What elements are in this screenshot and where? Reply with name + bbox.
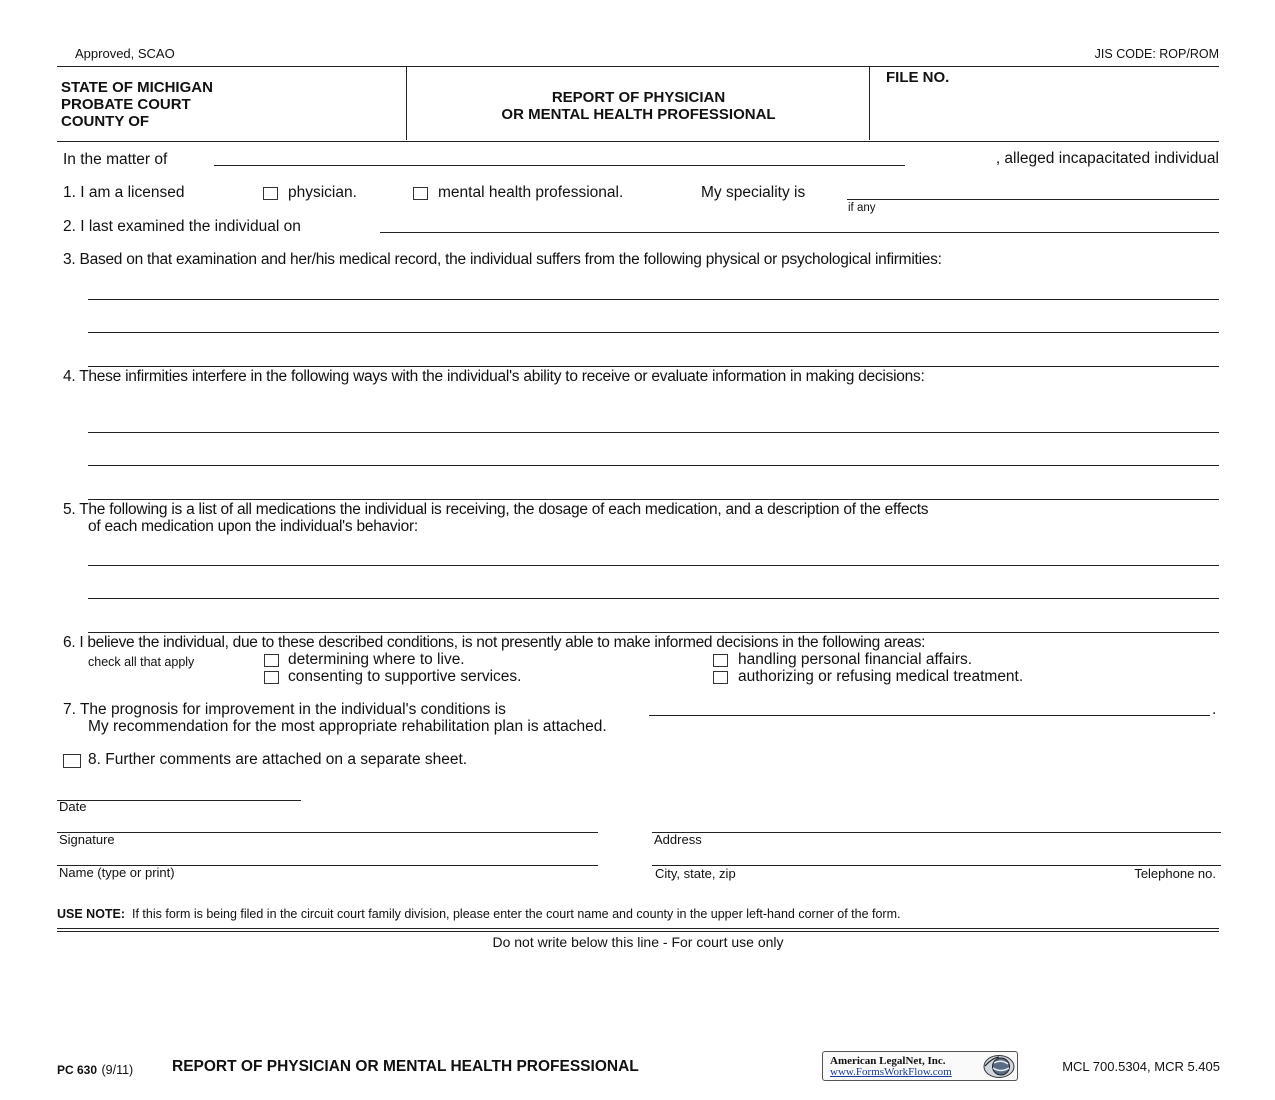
title-cell bbox=[407, 67, 870, 140]
court-cell bbox=[57, 67, 407, 140]
matter-prefix: In the matter of bbox=[63, 151, 168, 168]
if-any-label: if any bbox=[848, 202, 876, 214]
form-title-line2: OR MENTAL HEALTH PROFESSIONAL bbox=[501, 106, 776, 123]
physician-label: physician. bbox=[288, 184, 357, 201]
court-county: COUNTY OF bbox=[61, 113, 150, 130]
exam-date-field[interactable] bbox=[380, 232, 1219, 233]
divider-top bbox=[57, 928, 1219, 929]
address-field[interactable] bbox=[652, 832, 1221, 833]
financial-checkbox[interactable] bbox=[713, 654, 728, 667]
mhp-label: mental health professional. bbox=[438, 184, 624, 201]
form-revision: (9/11) bbox=[101, 1063, 134, 1077]
statute-reference: MCL 700.5304, MCR 5.405 bbox=[1062, 1059, 1220, 1074]
speciality-field[interactable] bbox=[847, 199, 1219, 200]
infirmities-line-2[interactable] bbox=[88, 332, 1219, 333]
item6-text: 6. I believe the individual, due to these described conditions, is not presently able to make informed decisions in the following areas: bbox=[63, 634, 926, 651]
court-state: STATE OF MICHIGAN bbox=[61, 79, 213, 96]
form-title-line1: REPORT OF PHYSICIAN bbox=[551, 89, 726, 106]
infirmities-line-1[interactable] bbox=[88, 299, 1219, 300]
item7-text-line2: My recommendation for the most appropriate rehabilitation plan is attached. bbox=[88, 718, 607, 735]
signature-label: Signature bbox=[59, 832, 115, 847]
footer-form-id bbox=[57, 1061, 133, 1079]
supportive-checkbox[interactable] bbox=[264, 671, 279, 684]
further-comments-checkbox[interactable] bbox=[63, 754, 81, 768]
item1-text: 1. I am a licensed bbox=[63, 184, 185, 201]
approved-label: Approved, SCAO bbox=[75, 46, 175, 61]
item5-text-line1: 5. The following is a list of all medications the individual is receiving, the dosage of each medication, and a description of the effects bbox=[63, 501, 929, 518]
medications-line-1[interactable] bbox=[88, 565, 1219, 566]
file-no-cell[interactable] bbox=[870, 67, 1219, 140]
prognosis-field[interactable] bbox=[649, 715, 1210, 716]
court-identification bbox=[61, 79, 213, 130]
item3-text: 3. Based on that examination and her/his medical record, the individual suffers from the following physical or psychological infirmities: bbox=[63, 251, 942, 268]
telephone-label: Telephone no. bbox=[1134, 866, 1216, 881]
medications-line-2[interactable] bbox=[88, 598, 1219, 599]
jis-code: JIS CODE: ROP/ROM bbox=[1094, 47, 1219, 61]
vendor-badge[interactable] bbox=[822, 1051, 1018, 1081]
vendor-name: American LegalNet, Inc. bbox=[830, 1055, 946, 1067]
physician-checkbox[interactable] bbox=[263, 187, 278, 200]
footer-title: REPORT OF PHYSICIAN OR MENTAL HEALTH PROFESSIONAL bbox=[172, 1058, 639, 1075]
use-note-text: If this form is being filed in the circuit court family division, please enter the court name and county in the upper left-hand corner of the form. bbox=[132, 907, 901, 921]
file-no-label: FILE NO. bbox=[886, 69, 950, 86]
medical-label: authorizing or refusing medical treatment. bbox=[738, 668, 1024, 685]
supportive-label: consenting to supportive services. bbox=[288, 668, 522, 685]
use-note-label: USE NOTE: bbox=[57, 907, 126, 921]
item2-text: 2. I last examined the individual on bbox=[63, 218, 301, 235]
item8-text: 8. Further comments are attached on a separate sheet. bbox=[88, 751, 468, 768]
medical-checkbox[interactable] bbox=[713, 671, 728, 684]
item4-text: 4. These infirmities interfere in the following ways with the individual's ability to receive or evaluate information in making decisions: bbox=[63, 368, 925, 385]
where-to-live-checkbox[interactable] bbox=[264, 654, 279, 667]
form-title bbox=[407, 89, 870, 123]
matter-suffix: , alleged incapacitated individual bbox=[995, 150, 1219, 167]
address-label: Address bbox=[654, 832, 702, 847]
signature-field[interactable] bbox=[57, 832, 598, 833]
court-use-label: Do not write below this line - For court use only bbox=[492, 934, 784, 950]
item7-text-line1: 7. The prognosis for improvement in the individual's conditions is bbox=[63, 701, 506, 718]
speciality-label: My speciality is bbox=[701, 184, 806, 201]
item5-text-line2: of each medication upon the individual's behavior: bbox=[88, 518, 418, 535]
check-all-label: check all that apply bbox=[88, 655, 195, 669]
use-note bbox=[57, 907, 900, 921]
where-to-live-label: determining where to live. bbox=[288, 651, 465, 668]
city-label: City, state, zip bbox=[655, 866, 736, 881]
mhp-checkbox[interactable] bbox=[413, 187, 428, 200]
globe-logo-icon bbox=[982, 1054, 1016, 1079]
interference-line-2[interactable] bbox=[88, 465, 1219, 466]
date-label: Date bbox=[59, 799, 87, 814]
divider-bottom bbox=[57, 931, 1219, 932]
interference-line-1[interactable] bbox=[88, 432, 1219, 433]
date-field[interactable] bbox=[57, 800, 301, 801]
form-number: PC 630 bbox=[57, 1063, 98, 1077]
interference-line-3[interactable] bbox=[88, 499, 1219, 500]
infirmities-line-3[interactable] bbox=[88, 366, 1219, 367]
matter-name-field[interactable] bbox=[214, 165, 905, 166]
header-box bbox=[57, 66, 1219, 142]
name-label: Name (type or print) bbox=[59, 865, 175, 880]
vendor-url[interactable]: www.FormsWorkFlow.com bbox=[830, 1066, 952, 1078]
court-type: PROBATE COURT bbox=[61, 96, 191, 113]
medications-line-3[interactable] bbox=[88, 632, 1219, 633]
financial-label: handling personal financial affairs. bbox=[738, 651, 973, 668]
prognosis-period: . bbox=[1212, 701, 1217, 718]
